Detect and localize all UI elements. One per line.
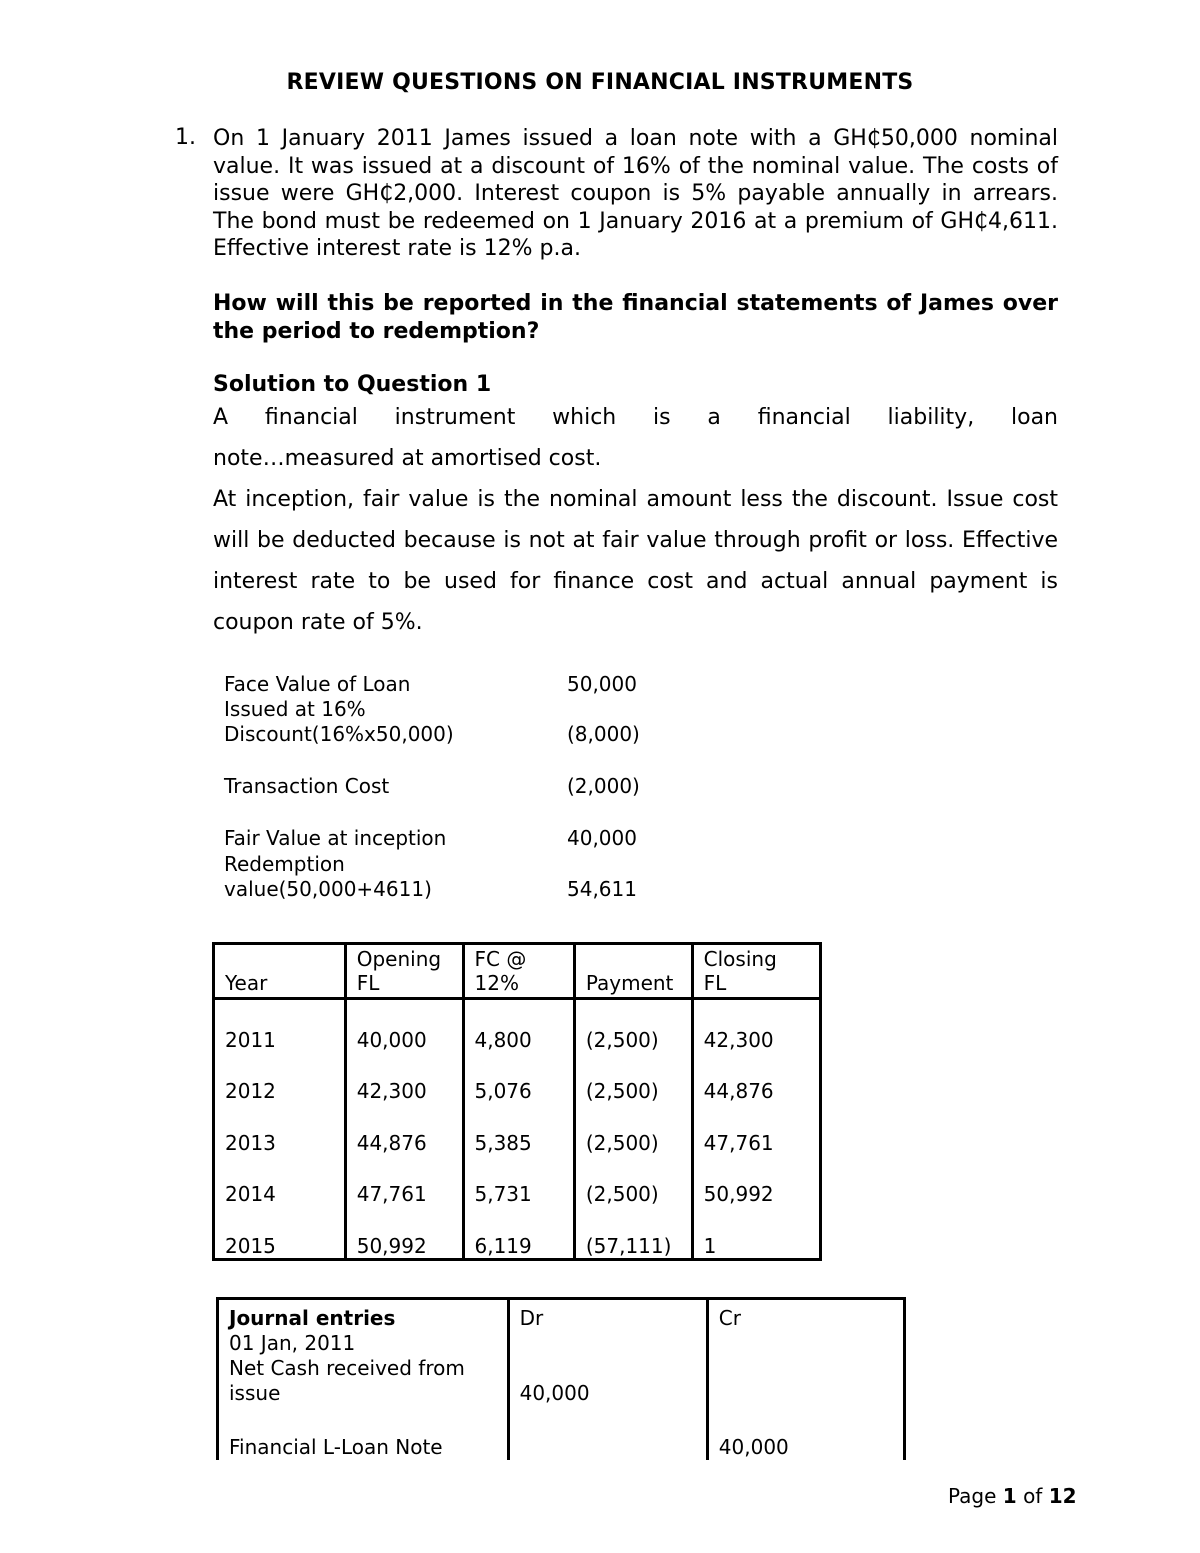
journal-header-dr: Dr (508, 1299, 707, 1332)
cell-year: 2013 (214, 1103, 346, 1155)
journal-entry1-line1: Net Cash received from (229, 1356, 465, 1380)
calc-label-redemption: Redemption (224, 852, 345, 876)
calc-value-discount: (8,000) (567, 722, 640, 746)
footer-page-number: 1 (1002, 1484, 1017, 1508)
cell-fc: 5,385 (463, 1103, 574, 1155)
cell-opening: 47,761 (345, 1155, 463, 1207)
journal-entry1-line2: issue (229, 1381, 281, 1405)
footer-page-word: Page (948, 1484, 997, 1508)
calc-label-transaction-cost: Transaction Cost (224, 774, 390, 798)
calc-value-face-value: 50,000 (567, 672, 637, 696)
calc-label-face-value: Face Value of Loan (224, 672, 411, 696)
footer-of-word: of (1023, 1484, 1043, 1508)
question-text: On 1 January 2011 James issued a loan note with a GH₵50,000 nominal value. It was issued at a discount of 16% of the nominal value. The costs of issue were GH₵2,000. Interest coupon is 5% payable annually in arrears. The bond must be redeemed on 1 January 2016 at a premium of GH₵4,611. Effective interest rate is 12% p.a. (213, 126, 1058, 261)
journal-header-row (218, 1299, 905, 1332)
footer-page-total: 12 (1048, 1484, 1077, 1508)
journal-row (218, 1331, 905, 1406)
journal-entry2-dr (508, 1406, 707, 1460)
cell-year: 2011 (214, 999, 346, 1052)
journal-header-cr: Cr (707, 1299, 904, 1332)
cell-year: 2012 (214, 1052, 346, 1104)
calc-value-transaction-cost: (2,000) (567, 774, 640, 798)
cell-opening: 42,300 (345, 1052, 463, 1104)
amortisation-header-row (214, 944, 821, 999)
cell-payment: (57,111) (574, 1206, 692, 1259)
table-row (214, 1052, 821, 1104)
journal-table (216, 1297, 906, 1460)
page-title: REVIEW QUESTIONS ON FINANCIAL INSTRUMENTS (286, 70, 914, 95)
page-footer (948, 1484, 1077, 1508)
journal-entry1-dr: 40,000 (508, 1331, 707, 1406)
journal-entry1-cr (707, 1331, 904, 1406)
cell-opening: 44,876 (345, 1103, 463, 1155)
header-payment: Payment (574, 944, 692, 999)
table-row (214, 999, 821, 1052)
cell-opening: 50,992 (345, 1206, 463, 1259)
cell-year: 2015 (214, 1206, 346, 1259)
solution-line-2: note…measured at amortised cost. (213, 446, 602, 471)
calc-value-redemption: 54,611 (567, 877, 637, 901)
calc-label-issued: Issued at 16% (224, 697, 366, 721)
cell-opening: 40,000 (345, 999, 463, 1052)
question-ask: How will this be reported in the financial statements of James over the period to redemption? (213, 291, 1058, 344)
cell-fc: 5,076 (463, 1052, 574, 1104)
solution-title: Solution to Question 1 (213, 372, 492, 397)
journal-date: 01 Jan, 2011 (229, 1331, 356, 1355)
header-closing-fl: Closing FL (692, 944, 820, 999)
cell-closing: 1 (692, 1206, 820, 1259)
header-fc: FC @ 12% (463, 944, 574, 999)
cell-closing: 44,876 (692, 1052, 820, 1104)
journal-entry-desc (218, 1331, 509, 1406)
amortisation-table (212, 942, 822, 1261)
calc-label-fair-value: Fair Value at inception (224, 826, 447, 850)
solution-text (213, 397, 1058, 643)
cell-payment: (2,500) (574, 1052, 692, 1104)
cell-payment: (2,500) (574, 1103, 692, 1155)
cell-payment: (2,500) (574, 1155, 692, 1207)
cell-fc: 6,119 (463, 1206, 574, 1259)
cell-payment: (2,500) (574, 999, 692, 1052)
journal-entry2-cr: 40,000 (707, 1406, 904, 1460)
cell-fc: 4,800 (463, 999, 574, 1052)
cell-closing: 47,761 (692, 1103, 820, 1155)
solution-para-2: At inception, fair value is the nominal amount less the discount. Issue cost will be deducted because is not at fair value through profit or loss. Effective interest rate to be used for finance cost and actual annual payment is coupon rate of 5%. (213, 487, 1058, 635)
calc-label-discount: Discount(16%x50,000) (224, 722, 454, 746)
calc-label-redemption-value: value(50,000+4611) (224, 877, 432, 901)
cell-year: 2014 (214, 1155, 346, 1207)
cell-closing: 50,992 (692, 1155, 820, 1207)
header-opening-fl: Opening FL (345, 944, 463, 999)
table-row (214, 1206, 821, 1259)
table-row (214, 1103, 821, 1155)
cell-fc: 5,731 (463, 1155, 574, 1207)
journal-row (218, 1406, 905, 1460)
question-number: 1. (175, 125, 196, 150)
solution-line-1: A financial instrument which is a financial liability, loan (213, 405, 1058, 430)
cell-closing: 42,300 (692, 999, 820, 1052)
journal-header-entries: Journal entries (218, 1299, 509, 1332)
header-year: Year (214, 944, 346, 999)
journal-entry2-desc: Financial L-Loan Note (218, 1406, 509, 1460)
calc-value-fair-value: 40,000 (567, 826, 637, 850)
table-row (214, 1155, 821, 1207)
